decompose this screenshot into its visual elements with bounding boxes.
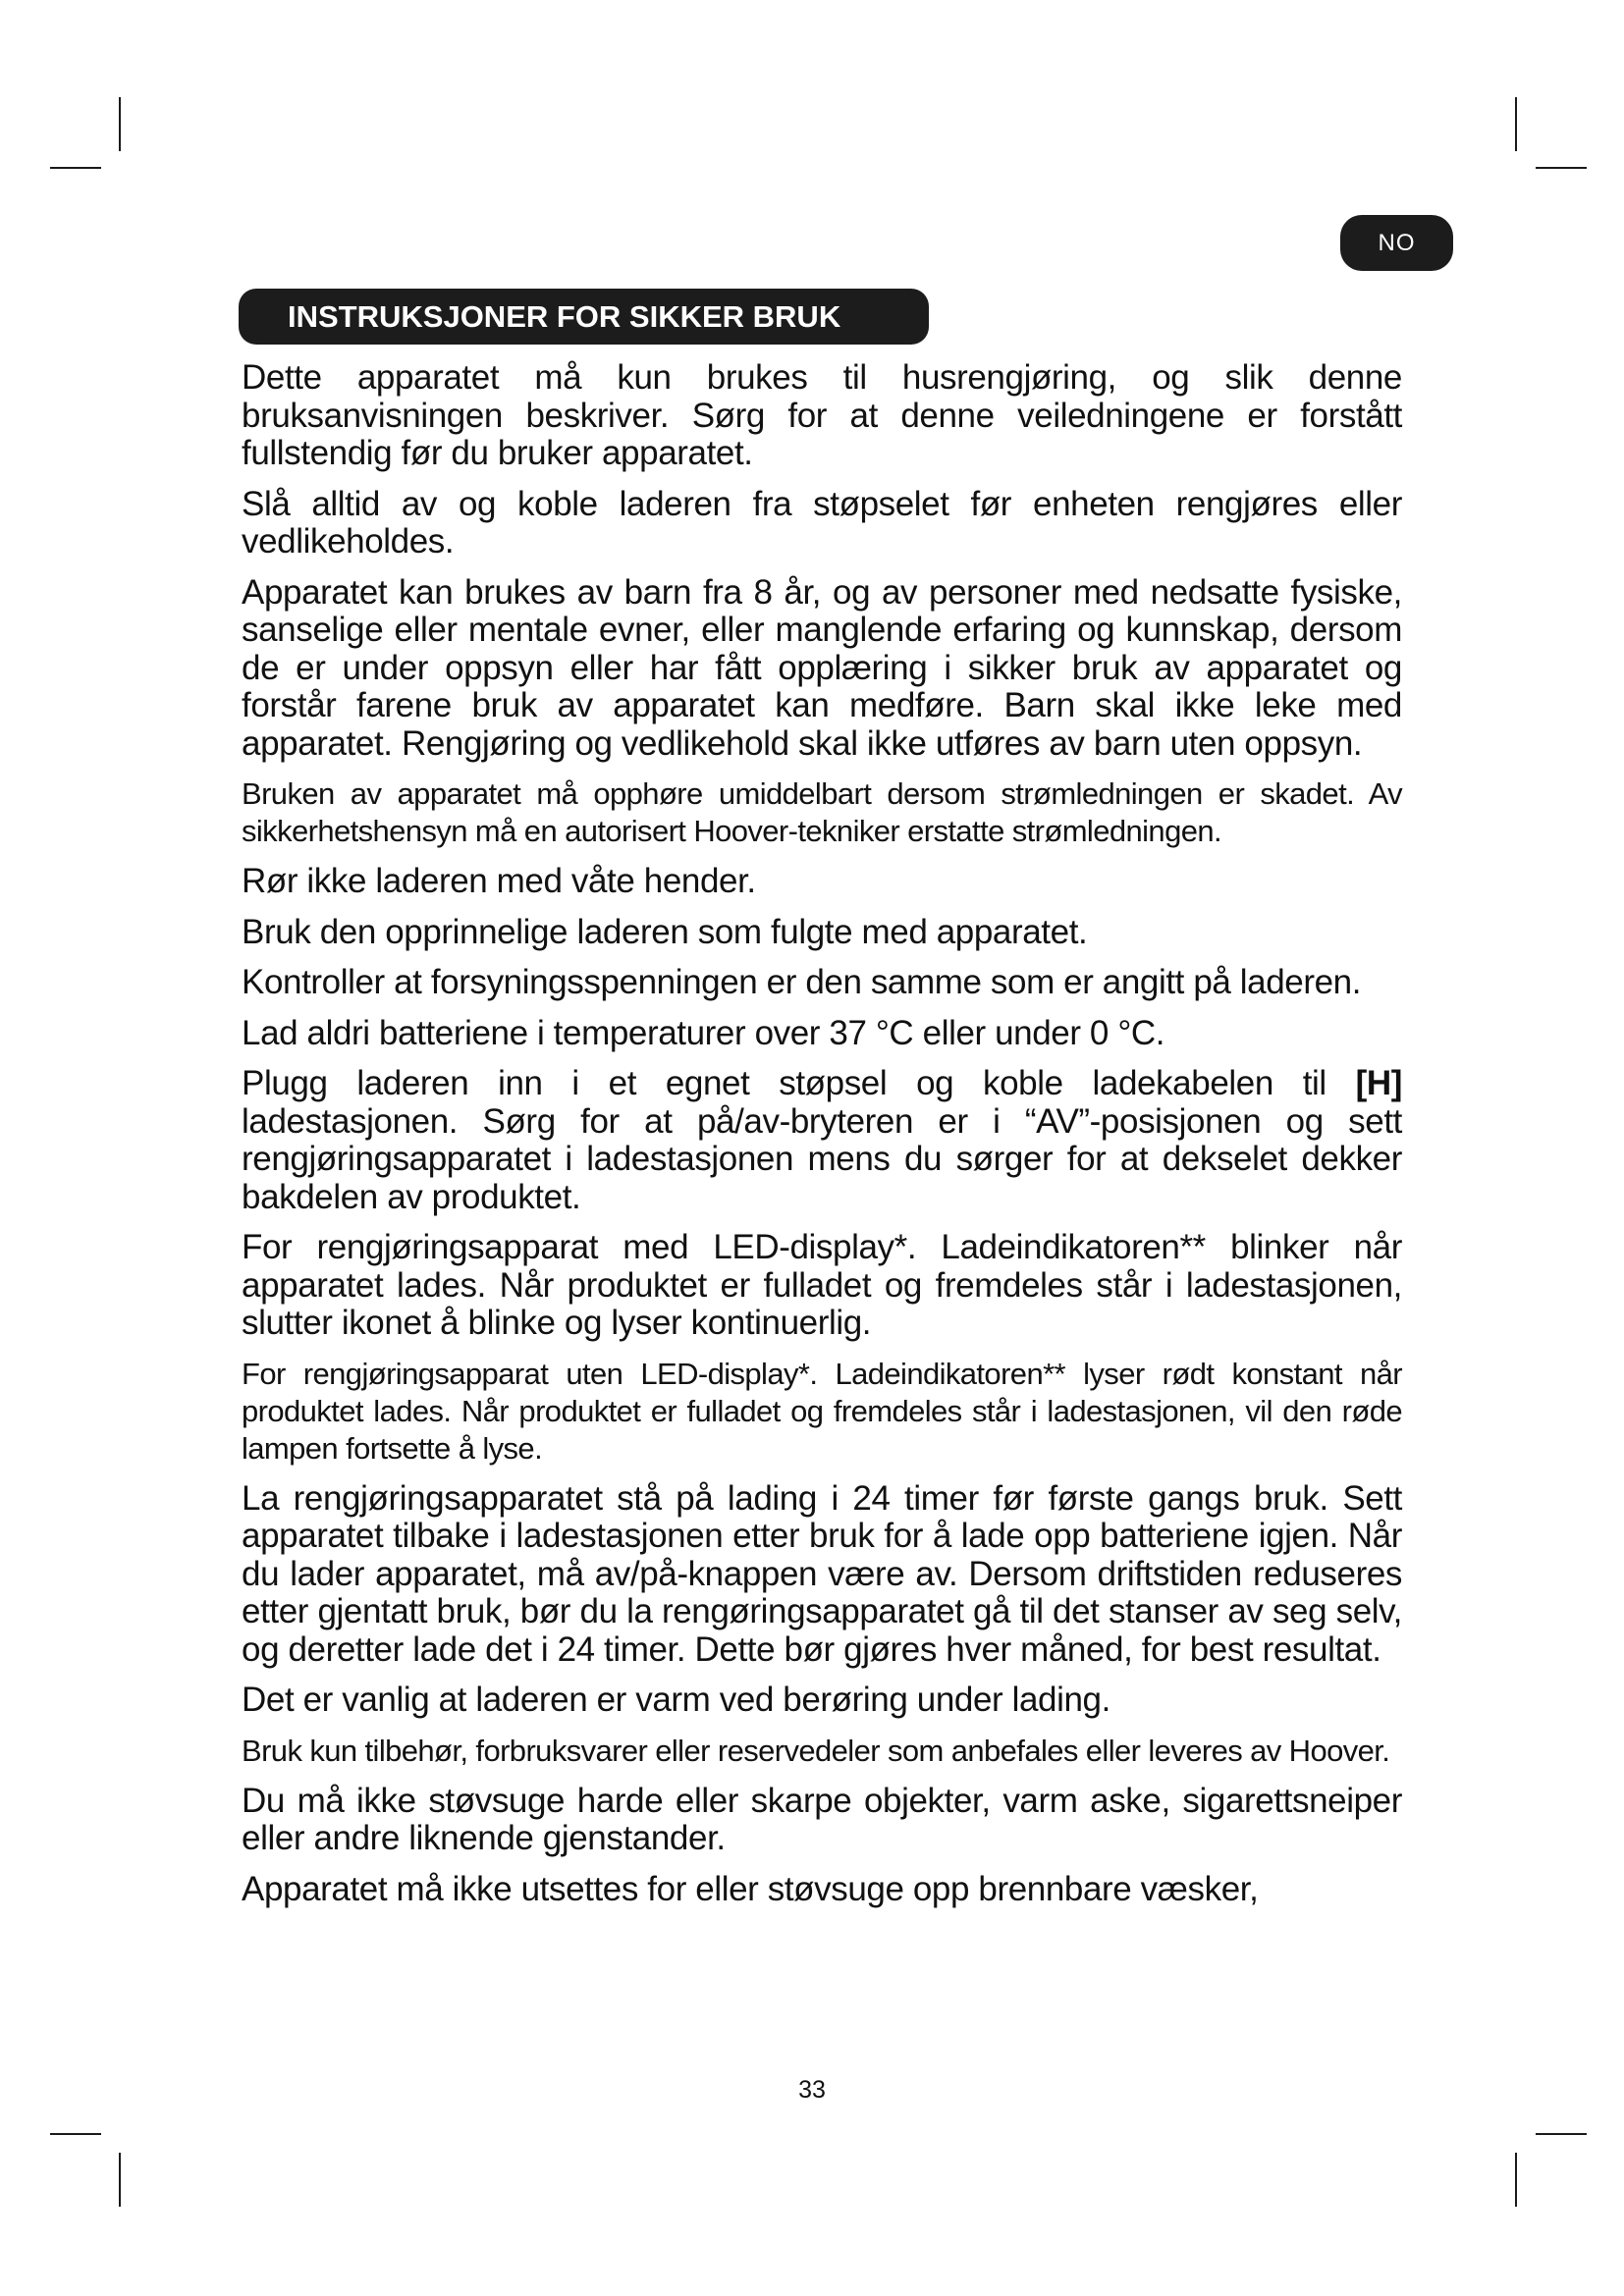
paragraph-no-led-display: For rengjøringsapparat uten LED-display*. Ladeindikatoren** lyser rødt konstant når produktet lades. Når produktet er fulladet og fremdeles står i ladestasjonen, vil den røde lampen fortsette å lyse. — [242, 1356, 1402, 1466]
language-badge: NO — [1340, 215, 1453, 271]
section-title: INSTRUKSJONER FOR SIKKER BRUK — [239, 289, 929, 345]
crop-mark-bottom-left-horizontal — [50, 2133, 101, 2135]
paragraph-charging-station — [242, 1065, 1402, 1216]
paragraph-original-charger: Bruk den opprinnelige laderen som fulgte med apparatet. — [242, 912, 1088, 951]
crop-mark-bottom-right-horizontal — [1536, 2133, 1587, 2135]
crop-mark-top-left-vertical — [119, 97, 121, 151]
charging-station-reference: [H] — [1355, 1064, 1402, 1102]
safety-instructions-body — [242, 359, 1402, 1921]
paragraph-charging-temperature: Lad aldri batteriene i temperaturer over 37 °C eller under 0 °C. — [242, 1013, 1165, 1052]
paragraph-first-charge: La rengjøringsapparatet stå på lading i 24 timer før første gangs bruk. Sett apparatet tilbake i ladestasjonen etter bruk for å lade opp batteriene igjen. Når du lader apparatet, må av/på-knappen være av. Dersom driftstiden reduseres etter gjentatt bruk, bør du la rengøringsapparatet gå til det stanser av seg selv, og deretter lade det i 24 timer. Dette bør gjøres hver måned, for best resultat. — [242, 1478, 1402, 1669]
paragraph-intended-use: Dette apparatet må kun brukes til husrengjøring, og slik denne bruksanvisningen beskriver. Sørg for at denne veiledningene er forstått fullstendig før du bruker apparatet. — [242, 358, 1402, 472]
paragraph-flammable-liquids: Apparatet må ikke utsettes for eller støvsuge opp brennbare væsker, — [242, 1869, 1259, 1908]
paragraph-unplug-before-cleaning: Slå alltid av og koble laderen fra støpselet før enheten rengjøres eller vedlikeholdes. — [242, 484, 1402, 561]
crop-mark-bottom-left-vertical — [119, 2153, 121, 2207]
paragraph-damaged-cord: Bruken av apparatet må opphøre umiddelbart dersom strømledningen er skadet. Av sikkerhetshensyn må en autorisert Hoover-tekniker erstatte strømledningen. — [242, 776, 1402, 848]
paragraph-supply-voltage: Kontroller at forsyningsspenningen er den samme som er angitt på laderen. — [242, 963, 1362, 1001]
paragraph-led-display: For rengjøringsapparat med LED-display*. Ladeindikatoren** blinker når apparatet lades. Når produktet er fulladet og fremdeles står i ladestasjonen, slutter ikonet å blinke og lyser kontinuerlig. — [242, 1228, 1402, 1342]
crop-mark-top-right-horizontal — [1536, 167, 1587, 169]
paragraph-children-and-supervision: Apparatet kan brukes av barn fra 8 år, og av personer med nedsatte fysiske, sanselige eller mentale evner, eller manglende erfaring og kunnskap, dersom de er under oppsyn eller har fått opplæring i sikker bruk av apparatet og forstår farene bruk av apparatet kan medføre. Barn skal ikke leke med apparatet. Rengjøring og vedlikehold skal ikke utføres av barn uten oppsyn. — [242, 572, 1402, 763]
charging-text-before: Plugg laderen inn i et egnet støpsel og koble ladekabelen til — [242, 1064, 1356, 1102]
paragraph-accessories: Bruk kun tilbehør, forbruksvarer eller reservedeler som anbefales eller leveres av Hoover. — [242, 1733, 1390, 1768]
paragraph-hard-sharp-objects: Du må ikke støvsuge harde eller skarpe objekter, varm aske, sigarettsneiper eller andre liknende gjenstander. — [242, 1781, 1402, 1857]
crop-mark-bottom-right-vertical — [1515, 2153, 1517, 2207]
page-number: 33 — [798, 2076, 826, 2104]
crop-mark-top-left-horizontal — [50, 167, 101, 169]
paragraph-wet-hands: Rør ikke laderen med våte hender. — [242, 862, 756, 900]
crop-mark-top-right-vertical — [1515, 97, 1517, 151]
paragraph-warm-charger: Det er vanlig at laderen er varm ved berøring under lading. — [242, 1681, 1110, 1719]
charging-text-after: ladestasjonen. Sørg for at på/av-bryteren er i “AV”-posisjonen og sett rengjøringsapparatet i ladestasjonen mens du sørger for at dekselet dekker bakdelen av produktet. — [242, 1101, 1402, 1216]
